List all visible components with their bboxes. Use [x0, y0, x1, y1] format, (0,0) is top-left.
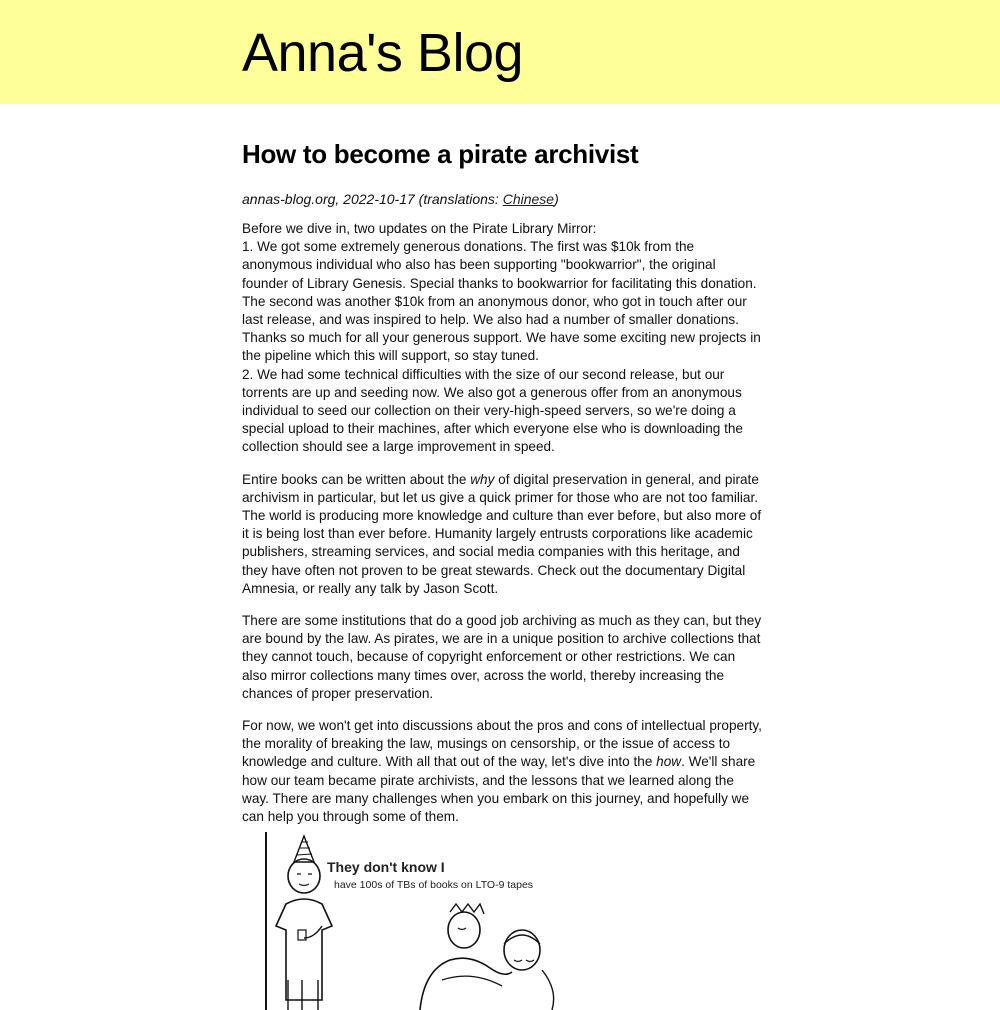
paragraph-why-text-cont: of digital preservation in general, and pirate archivism in particular, but let us give a quick primer for those who are not too familiar. The world is producing more knowledge and culture than ever before, but also more of it is being lost than ever before. Humanity largely entrusts corporations like academic publishers, streaming services, and social media companies with this heritage, and they have often not proven to be great stewards. Check out the documentary Digital Amnesia, or really any talk by Jason Scott.: [242, 471, 762, 596]
paragraph-how-text-cont: . We'll share how our team became pirate archivists, and the lessons that we learned along the way. There are many challenges when you embark on this journey, and hopefully we can help you through some of them.: [242, 754, 756, 825]
post-title: How to become a pirate archivist: [242, 139, 639, 169]
meme-image: [242, 830, 562, 1010]
paragraph-why: [242, 471, 762, 598]
emphasis-how: how: [656, 754, 682, 770]
site-title-link[interactable]: Anna's Blog: [242, 23, 524, 83]
meme-subline: have 100s of TBs of books on LTO-9 tapes: [334, 879, 534, 891]
site-header: [0, 0, 1000, 104]
emphasis-why: why: [470, 471, 495, 487]
paragraph-how: [242, 717, 762, 826]
paragraph-institutions: There are some institutions that do a good job archiving as much as they can, but they are bound by the law. As pirates, we are in a unique position to archive collections that they cannot touch, because of copyright enforcement or other restrictions. We can also mirror collections many times over, across the world, thereby increasing the chances of proper preservation.: [242, 613, 762, 701]
byline-suffix: ): [554, 191, 559, 207]
meme-headline: They don't know I: [327, 859, 445, 875]
paragraph-how-text: For now, we won't get into discussions about the pros and cons of intellectual property, the morality of breaking the law, musings on censorship, or the issue of access to knowledge and culture. With all that out of the way, let's dive into the: [242, 718, 762, 770]
update-item-2: 2. We had some technical difficulties with the size of our second release, but our torrents are up and seeding now. We also got a generous offer from an anonymous individual to seed our collection on their very-high-speed servers, so we're doing a special upload to their machines, after which everyone else who is downloading the collection should see a large improvement in speed.: [242, 366, 743, 455]
byline-text: annas-blog.org, 2022-10-17 (translations:: [242, 191, 503, 207]
paragraph-updates: [242, 220, 762, 457]
paragraph-why-text: Entire books can be written about the: [242, 471, 471, 487]
byline: [242, 190, 762, 208]
translation-link-chinese[interactable]: Chinese: [502, 191, 555, 207]
updates-intro: Before we dive in, two updates on the Pirate Library Mirror:: [242, 221, 597, 236]
article: [242, 104, 762, 891]
update-item-1: 1. We got some extremely generous donations. The first was $10k from the anonymous individual who also has been supporting "bookwarrior", the original founder of Library Genesis. Special thanks to bookwarrior for facilitating this donation. The second was another $10k from an anonymous donor, who got in touch after our last release, and was inspired to help. We also had a number of smaller donations. Thanks so much for all your generous support. We have some exciting new projects in the pipeline which this will support, so stay tuned.: [242, 239, 761, 364]
